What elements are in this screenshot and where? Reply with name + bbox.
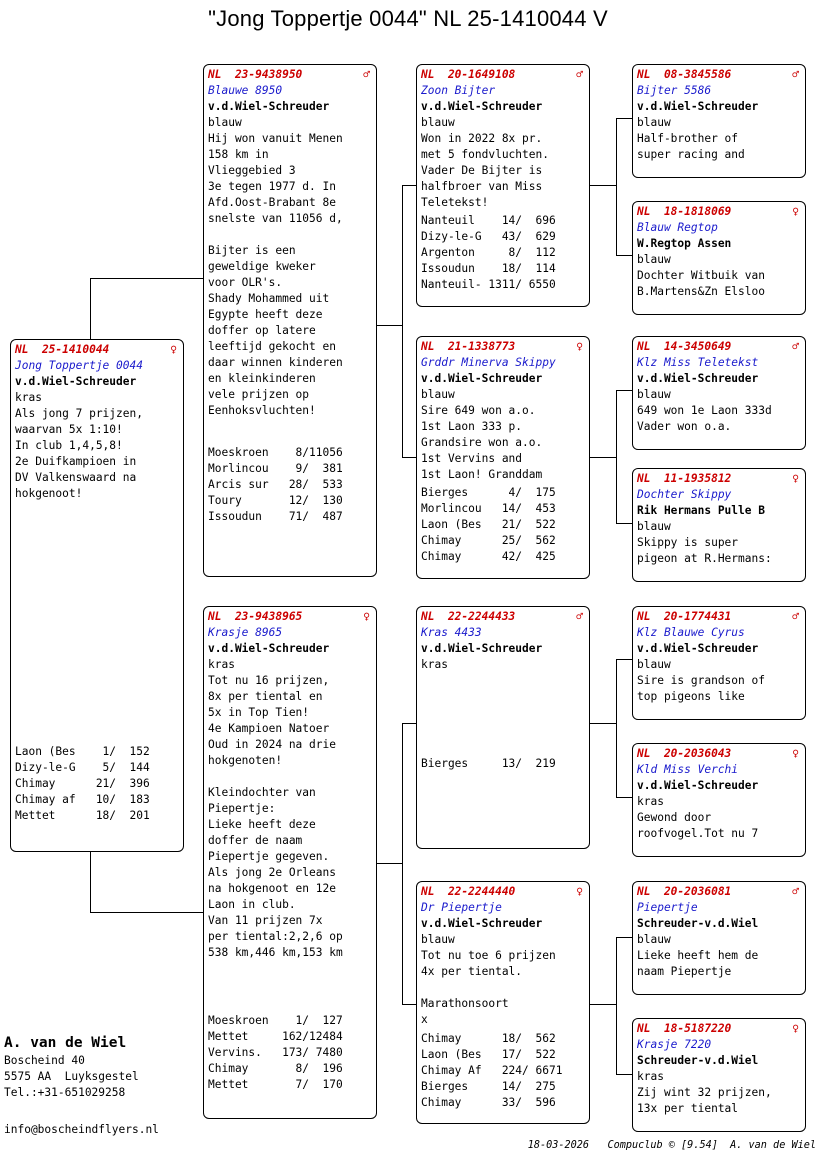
connector-line bbox=[90, 278, 203, 279]
male-symbol-icon: ♂ bbox=[792, 68, 799, 81]
note-line: Teletekst! bbox=[421, 196, 489, 209]
connector-line bbox=[616, 937, 617, 1074]
footer-credit: 18-03-2026 Compuclub © [9.54] A. van de Wiel bbox=[527, 1140, 816, 1151]
result-row: Chimay 33/ 596 bbox=[421, 1096, 556, 1109]
pigeon-card-sdd bbox=[632, 468, 806, 582]
connector-line bbox=[402, 185, 403, 457]
note-line: hokgenoot! bbox=[15, 487, 83, 500]
note-line: 538 km,446 km,153 km bbox=[208, 946, 343, 959]
note-line: super racing and bbox=[637, 148, 745, 161]
breeder-name: v.d.Wiel-Schreuder bbox=[421, 917, 543, 930]
note-line: 4e Kampioen Natoer bbox=[208, 722, 330, 735]
pigeon-card-sds bbox=[632, 336, 806, 450]
note-line: Gewond door bbox=[637, 811, 712, 824]
note-line: Sire 649 won a.o. bbox=[421, 404, 536, 417]
connector-line bbox=[616, 523, 632, 524]
results-list bbox=[421, 485, 556, 565]
pigeon-color: kras bbox=[15, 391, 42, 404]
breeder-name: W.Regtop Assen bbox=[637, 237, 732, 250]
pigeon-color: blauw bbox=[637, 116, 671, 129]
owner-email[interactable]: info@boscheindflyers.nl bbox=[4, 1123, 159, 1136]
note-line bbox=[208, 227, 372, 243]
results-list bbox=[208, 445, 343, 525]
result-row: Bierges 4/ 175 bbox=[421, 486, 556, 499]
connector-line bbox=[616, 390, 632, 391]
note-line: Oud in 2024 na drie bbox=[208, 738, 336, 751]
note-line: Bijter is een bbox=[208, 244, 296, 257]
female-symbol-icon: ♀ bbox=[363, 610, 370, 623]
ring-number bbox=[637, 67, 801, 83]
pigeon-card-ds bbox=[416, 606, 590, 849]
ring-number bbox=[421, 884, 585, 900]
ring-number bbox=[637, 746, 801, 762]
note-line: Won in 2022 8x pr. bbox=[421, 132, 543, 145]
pigeon-card-sire bbox=[203, 64, 377, 577]
result-row: Moeskroen 8/11056 bbox=[208, 446, 343, 459]
result-row: Chimay Af 224/ 6671 bbox=[421, 1064, 563, 1077]
breeder-name: v.d.Wiel-Schreuder bbox=[637, 642, 759, 655]
male-symbol-icon: ♂ bbox=[792, 610, 799, 623]
result-row: Bierges 14/ 275 bbox=[421, 1080, 556, 1093]
ring-number-text: NL 08-3845586 bbox=[637, 68, 732, 81]
breeder-name: v.d.Wiel-Schreuder bbox=[208, 642, 330, 655]
note-line: In club 1,4,5,8! bbox=[15, 439, 123, 452]
result-row: Chimay 21/ 396 bbox=[15, 777, 150, 790]
owner-city: 5575 AA Luyksgestel bbox=[4, 1070, 139, 1083]
pigeon-color: blauw bbox=[637, 658, 671, 671]
note-line: Piepertje gegeven. bbox=[208, 850, 330, 863]
male-symbol-icon: ♂ bbox=[792, 340, 799, 353]
ring-number bbox=[637, 471, 801, 487]
pigeon-color: kras bbox=[637, 1070, 664, 1083]
pigeon-card-ddd bbox=[632, 1018, 806, 1132]
results-list bbox=[421, 1031, 562, 1111]
ring-number-text: NL 14-3450649 bbox=[637, 340, 732, 353]
note-line: 8x per tiental en bbox=[208, 690, 323, 703]
note-line: 1st Laon 333 p. bbox=[421, 420, 523, 433]
result-row: Arcis sur 28/ 533 bbox=[208, 478, 343, 491]
note-line: 3e tegen 1977 d. In bbox=[208, 180, 336, 193]
ring-number bbox=[15, 342, 179, 358]
note-line: waarvan 5x 1:10! bbox=[15, 423, 123, 436]
result-row: Issoudun 18/ 114 bbox=[421, 262, 556, 275]
ring-number-text: NL 25-1410044 bbox=[15, 343, 110, 356]
ring-number bbox=[421, 339, 585, 355]
pigeon-color: blauw bbox=[637, 253, 671, 266]
note-line: 5x in Top Tien! bbox=[208, 706, 310, 719]
results-list bbox=[208, 1013, 343, 1093]
note-line: Als jong 2e Orleans bbox=[208, 866, 336, 879]
ring-number-text: NL 20-2036081 bbox=[637, 885, 732, 898]
breeder-name: Schreuder-v.d.Wiel bbox=[637, 1054, 759, 1067]
note-line: en kleinkinderen bbox=[208, 372, 316, 385]
note-line: halfbroer van Miss bbox=[421, 180, 543, 193]
pigeon-color: kras bbox=[421, 658, 448, 671]
result-row: Issoudun 71/ 487 bbox=[208, 510, 343, 523]
note-line: roofvogel.Tot nu 7 bbox=[637, 827, 759, 840]
result-row: Dizy-le-G 5/ 144 bbox=[15, 761, 150, 774]
pigeon-card-sd bbox=[416, 336, 590, 579]
note-line: voor OLR's. bbox=[208, 276, 283, 289]
result-row: Mettet 18/ 201 bbox=[15, 809, 150, 822]
ring-number-text: NL 20-1774431 bbox=[637, 610, 732, 623]
ring-number bbox=[208, 67, 372, 83]
note-line: Grandsire won a.o. bbox=[421, 436, 543, 449]
breeder-name: v.d.Wiel-Schreuder bbox=[637, 779, 759, 792]
note-line: Vader De Bijter is bbox=[421, 164, 543, 177]
pigeon-name: Klz Miss Teletekst bbox=[637, 356, 759, 369]
note-line: Half-brother of bbox=[637, 132, 739, 145]
note-line bbox=[421, 980, 585, 996]
note-line: 1st Laon! Granddam bbox=[421, 468, 543, 481]
pigeon-name: Dochter Skippy bbox=[637, 488, 732, 501]
pigeon-color: kras bbox=[637, 795, 664, 808]
note-line: Laon in club. bbox=[208, 898, 296, 911]
male-symbol-icon: ♂ bbox=[576, 610, 583, 623]
note-line: Dochter Witbuik van bbox=[637, 269, 765, 282]
results-list bbox=[421, 756, 556, 772]
connector-line bbox=[616, 118, 632, 119]
connector-line bbox=[616, 1074, 632, 1075]
pigeon-name: Kras 4433 bbox=[421, 626, 482, 639]
result-row: Dizy-le-G 43/ 629 bbox=[421, 230, 556, 243]
breeder-name: Rik Hermans Pulle B bbox=[637, 504, 765, 517]
connector-line bbox=[590, 457, 616, 458]
pigeon-color: blauw bbox=[421, 388, 455, 401]
female-symbol-icon: ♀ bbox=[792, 472, 799, 485]
note-line: Eenhoksvluchten! bbox=[208, 404, 316, 417]
note-line: 649 won 1e Laon 333d bbox=[637, 404, 772, 417]
note-line: 1st Vervins and bbox=[421, 452, 523, 465]
note-line: Van 11 prijzen 7x bbox=[208, 914, 323, 927]
note-line: met 5 fondvluchten. bbox=[421, 148, 549, 161]
note-line: Skippy is super bbox=[637, 536, 739, 549]
pigeon-card-ss bbox=[416, 64, 590, 307]
note-line: Tot nu toe 6 prijzen bbox=[421, 949, 556, 962]
female-symbol-icon: ♀ bbox=[170, 343, 177, 356]
note-line: 13x per tiental bbox=[637, 1102, 739, 1115]
note-line: Egypte heeft deze bbox=[208, 308, 323, 321]
ring-number-text: NL 21-1338773 bbox=[421, 340, 516, 353]
pigeon-card-subject bbox=[10, 339, 184, 852]
note-line: doffer de naam bbox=[208, 834, 303, 847]
breeder-name: v.d.Wiel-Schreuder bbox=[421, 372, 543, 385]
pigeon-name: Jong Toppertje 0044 bbox=[15, 359, 143, 372]
note-line bbox=[208, 769, 372, 785]
note-line: Zij wint 32 prijzen, bbox=[637, 1086, 772, 1099]
breeder-name: v.d.Wiel-Schreuder bbox=[421, 100, 543, 113]
pigeon-color: blauw bbox=[208, 116, 242, 129]
pigeon-card-dds bbox=[632, 881, 806, 995]
female-symbol-icon: ♀ bbox=[792, 1022, 799, 1035]
note-line: Lieke heeft hem de bbox=[637, 949, 759, 962]
note-line: per tiental:2,2,6 op bbox=[208, 930, 343, 943]
result-row: Bierges 13/ 219 bbox=[421, 757, 556, 770]
result-row: Chimay 18/ 562 bbox=[421, 1032, 556, 1045]
male-symbol-icon: ♂ bbox=[363, 68, 370, 81]
connector-line bbox=[616, 118, 617, 255]
connector-line bbox=[616, 390, 617, 523]
results-list bbox=[421, 213, 556, 293]
ring-number-text: NL 20-1649108 bbox=[421, 68, 516, 81]
result-row: Chimay 42/ 425 bbox=[421, 550, 556, 563]
ring-number bbox=[421, 609, 585, 625]
page-title: "Jong Toppertje 0044" NL 25-1410044 V bbox=[208, 6, 608, 31]
breeder-name: v.d.Wiel-Schreuder bbox=[15, 375, 137, 388]
pigeon-name: Blauw Regtop bbox=[637, 221, 718, 234]
connector-line bbox=[402, 723, 403, 1004]
result-row: Laon (Bes 1/ 152 bbox=[15, 745, 150, 758]
pigeon-card-sss bbox=[632, 64, 806, 178]
owner-name: A. van de Wiel bbox=[4, 1035, 127, 1051]
female-symbol-icon: ♀ bbox=[576, 340, 583, 353]
ring-number bbox=[637, 339, 801, 355]
note-line: Afd.Oost-Brabant 8e bbox=[208, 196, 336, 209]
pigeon-color: blauw bbox=[637, 520, 671, 533]
connector-line bbox=[402, 185, 416, 186]
note-line: Lieke heeft deze bbox=[208, 818, 316, 831]
results-list bbox=[15, 744, 150, 824]
result-row: Morlincou 14/ 453 bbox=[421, 502, 556, 515]
ring-number bbox=[637, 884, 801, 900]
pigeon-name: Krasje 8965 bbox=[208, 626, 283, 639]
pigeon-card-dss bbox=[632, 606, 806, 720]
note-line: 158 km in bbox=[208, 148, 269, 161]
owner-block bbox=[4, 1033, 139, 1101]
note-line: Piepertje: bbox=[208, 802, 276, 815]
connector-line bbox=[616, 659, 632, 660]
note-line: hokgenoten! bbox=[208, 754, 283, 767]
result-row: Mettet 162/12484 bbox=[208, 1030, 343, 1043]
owner-address: Boscheind 40 bbox=[4, 1054, 85, 1067]
result-row: Chimay af 10/ 183 bbox=[15, 793, 150, 806]
result-row: Nanteuil- 1311/ 6550 bbox=[421, 278, 556, 291]
pigeon-name: Zoon Bijter bbox=[421, 84, 496, 97]
result-row: Toury 12/ 130 bbox=[208, 494, 343, 507]
note-line: doffer op latere bbox=[208, 324, 316, 337]
breeder-name: Schreuder-v.d.Wiel bbox=[637, 917, 759, 930]
connector-line bbox=[590, 1004, 616, 1005]
result-row: Morlincou 9/ 381 bbox=[208, 462, 343, 475]
pigeon-name: Klz Blauwe Cyrus bbox=[637, 626, 745, 639]
ring-number bbox=[421, 67, 585, 83]
connector-line bbox=[90, 912, 203, 913]
note-line: Als jong 7 prijzen, bbox=[15, 407, 143, 420]
note-line: naam Piepertje bbox=[637, 965, 732, 978]
connector-line bbox=[377, 325, 402, 326]
ring-number-text: NL 11-1935812 bbox=[637, 472, 732, 485]
connector-line bbox=[590, 185, 616, 186]
note-line: top pigeons like bbox=[637, 690, 745, 703]
pigeon-name: Bijter 5586 bbox=[637, 84, 712, 97]
note-line: B.Martens&Zn Elsloo bbox=[637, 285, 765, 298]
note-line: Hij won vanuit Menen bbox=[208, 132, 343, 145]
note-line: vele prijzen op bbox=[208, 388, 310, 401]
note-line: pigeon at R.Hermans: bbox=[637, 552, 772, 565]
ring-number-text: NL 22-2244433 bbox=[421, 610, 516, 623]
ring-number bbox=[637, 204, 801, 220]
note-line: snelste van 11056 d, bbox=[208, 212, 343, 225]
connector-line bbox=[90, 852, 91, 912]
note-line: Sire is grandson of bbox=[637, 674, 765, 687]
note-line: 4x per tiental. bbox=[421, 965, 523, 978]
ring-number-text: NL 23-9438965 bbox=[208, 610, 303, 623]
pigeon-name: Blauwe 8950 bbox=[208, 84, 283, 97]
note-line: daar winnen kinderen bbox=[208, 356, 343, 369]
note-line: Kleindochter van bbox=[208, 786, 316, 799]
pigeon-name: Kld Miss Verchi bbox=[637, 763, 739, 776]
female-symbol-icon: ♀ bbox=[792, 205, 799, 218]
breeder-name: v.d.Wiel-Schreuder bbox=[637, 100, 759, 113]
ring-number-text: NL 23-9438950 bbox=[208, 68, 303, 81]
male-symbol-icon: ♂ bbox=[576, 68, 583, 81]
note-line: na hokgenoot en 12e bbox=[208, 882, 336, 895]
breeder-name: v.d.Wiel-Schreuder bbox=[421, 642, 543, 655]
pigeon-color: kras bbox=[208, 658, 235, 671]
ring-number-text: NL 18-5187220 bbox=[637, 1022, 732, 1035]
pigeon-color: blauw bbox=[637, 933, 671, 946]
pigeon-name: Krasje 7220 bbox=[637, 1038, 712, 1051]
connector-line bbox=[590, 723, 616, 724]
connector-line bbox=[616, 255, 632, 256]
note-line: DV Valkenswaard na bbox=[15, 471, 137, 484]
ring-number-text: NL 18-1818069 bbox=[637, 205, 732, 218]
ring-number bbox=[637, 1021, 801, 1037]
owner-phone: Tel.:+31-651029258 bbox=[4, 1086, 126, 1099]
note-line: 2e Duifkampioen in bbox=[15, 455, 137, 468]
result-row: Argenton 8/ 112 bbox=[421, 246, 556, 259]
pigeon-card-ssd bbox=[632, 201, 806, 315]
female-symbol-icon: ♀ bbox=[792, 747, 799, 760]
breeder-name: v.d.Wiel-Schreuder bbox=[208, 100, 330, 113]
ring-number-text: NL 20-2036043 bbox=[637, 747, 732, 760]
pigeon-name: Grddr Minerva Skippy bbox=[421, 356, 556, 369]
breeder-name: v.d.Wiel-Schreuder bbox=[637, 372, 759, 385]
result-row: Laon (Bes 21/ 522 bbox=[421, 518, 556, 531]
result-row: Laon (Bes 17/ 522 bbox=[421, 1048, 556, 1061]
note-line: geweldige kweker bbox=[208, 260, 316, 273]
connector-line bbox=[616, 937, 632, 938]
result-row: Vervins. 173/ 7480 bbox=[208, 1046, 343, 1059]
note-line: Vader won o.a. bbox=[637, 420, 732, 433]
ring-number-text: NL 22-2244440 bbox=[421, 885, 516, 898]
result-row: Mettet 7/ 170 bbox=[208, 1078, 343, 1091]
pigeon-name: Dr Piepertje bbox=[421, 901, 502, 914]
pigeon-color: blauw bbox=[421, 116, 455, 129]
result-row: Moeskroen 1/ 127 bbox=[208, 1014, 343, 1027]
connector-line bbox=[90, 278, 91, 339]
female-symbol-icon: ♀ bbox=[576, 885, 583, 898]
pigeon-name: Piepertje bbox=[637, 901, 698, 914]
result-row: Chimay 8/ 196 bbox=[208, 1062, 343, 1075]
ring-number bbox=[637, 609, 801, 625]
pigeon-color: blauw bbox=[421, 933, 455, 946]
result-row: Nanteuil 14/ 696 bbox=[421, 214, 556, 227]
connector-line bbox=[402, 457, 416, 458]
connector-line bbox=[402, 1004, 416, 1005]
note-line: x bbox=[421, 1013, 428, 1026]
note-line: Tot nu 16 prijzen, bbox=[208, 674, 330, 687]
connector-line bbox=[377, 863, 402, 864]
ring-number bbox=[208, 609, 372, 625]
note-line: Marathonsoort bbox=[421, 997, 509, 1010]
pigeon-card-dam bbox=[203, 606, 377, 1119]
note-line: leeftijd gekocht en bbox=[208, 340, 336, 353]
male-symbol-icon: ♂ bbox=[792, 885, 799, 898]
connector-line bbox=[616, 659, 617, 797]
note-line: Vlieggebied 3 bbox=[208, 164, 296, 177]
connector-line bbox=[616, 797, 632, 798]
pigeon-card-dsd bbox=[632, 743, 806, 857]
pigeon-color: blauw bbox=[637, 388, 671, 401]
connector-line bbox=[402, 723, 416, 724]
result-row: Chimay 25/ 562 bbox=[421, 534, 556, 547]
pigeon-card-dd bbox=[416, 881, 590, 1124]
note-line: Shady Mohammed uit bbox=[208, 292, 330, 305]
